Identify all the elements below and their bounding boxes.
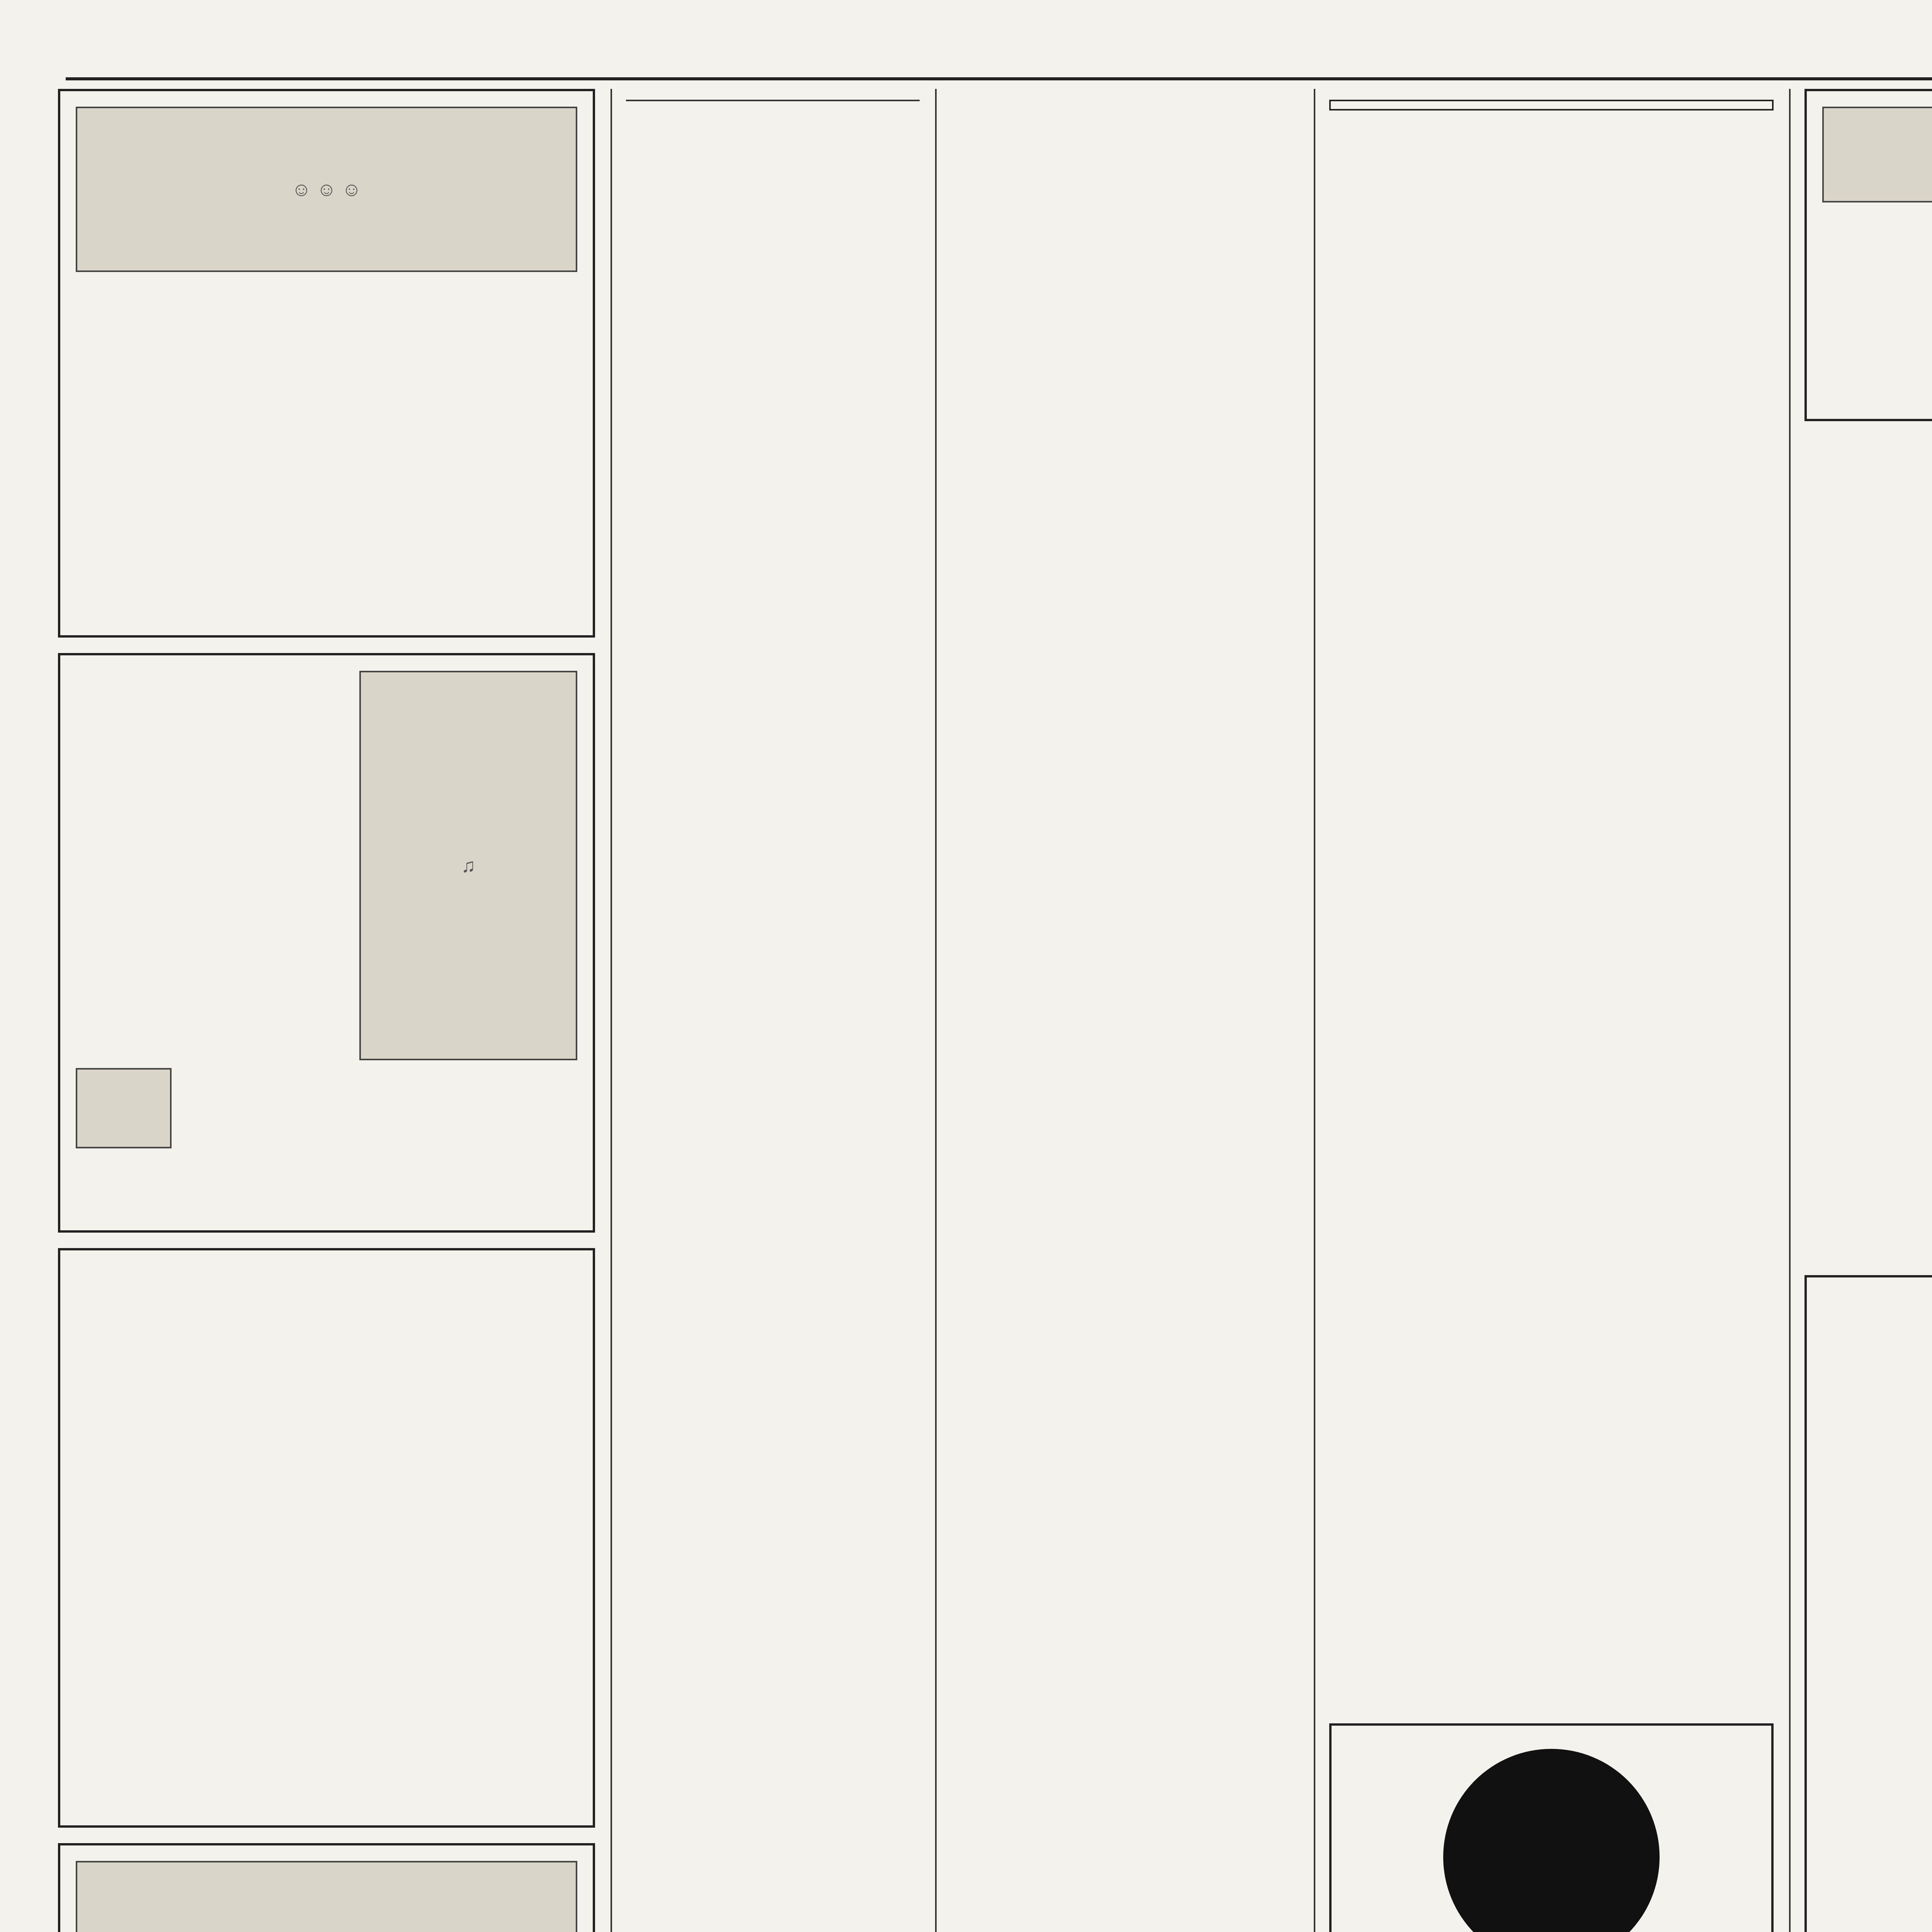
- car-illustration: [1822, 107, 1932, 202]
- column-rule: [1314, 89, 1315, 1932]
- station-garage-ad: [1804, 89, 1932, 421]
- news-by-mail-heading: [1329, 100, 1774, 111]
- lanes-emulsion-ad: [1329, 1723, 1774, 1932]
- home-beautiful-ad: [1804, 1275, 1932, 1932]
- famous-because-good-badge: [1443, 1749, 1660, 1932]
- column-3: [951, 89, 1298, 1932]
- community-songs-ad: [58, 653, 595, 1233]
- column-rule: [611, 89, 612, 1932]
- column-1: [58, 89, 595, 1932]
- column-rule: [1789, 89, 1791, 1932]
- footwear-ad: [58, 89, 595, 638]
- curtainings-ad: [58, 1248, 595, 1828]
- children-illustration: [76, 1861, 577, 1932]
- divider: [626, 100, 920, 101]
- column-rule: [935, 89, 937, 1932]
- his-masters-voice-logo: [76, 1068, 172, 1148]
- column-4: [1329, 89, 1774, 1712]
- column-2: [626, 89, 920, 1932]
- masthead: [66, 8, 1932, 80]
- childrens-colds-ad: [58, 1843, 595, 1932]
- footwear-illustration: ☺ ☺ ☺: [76, 107, 577, 272]
- gramophone-illustration: ♫: [359, 671, 577, 1060]
